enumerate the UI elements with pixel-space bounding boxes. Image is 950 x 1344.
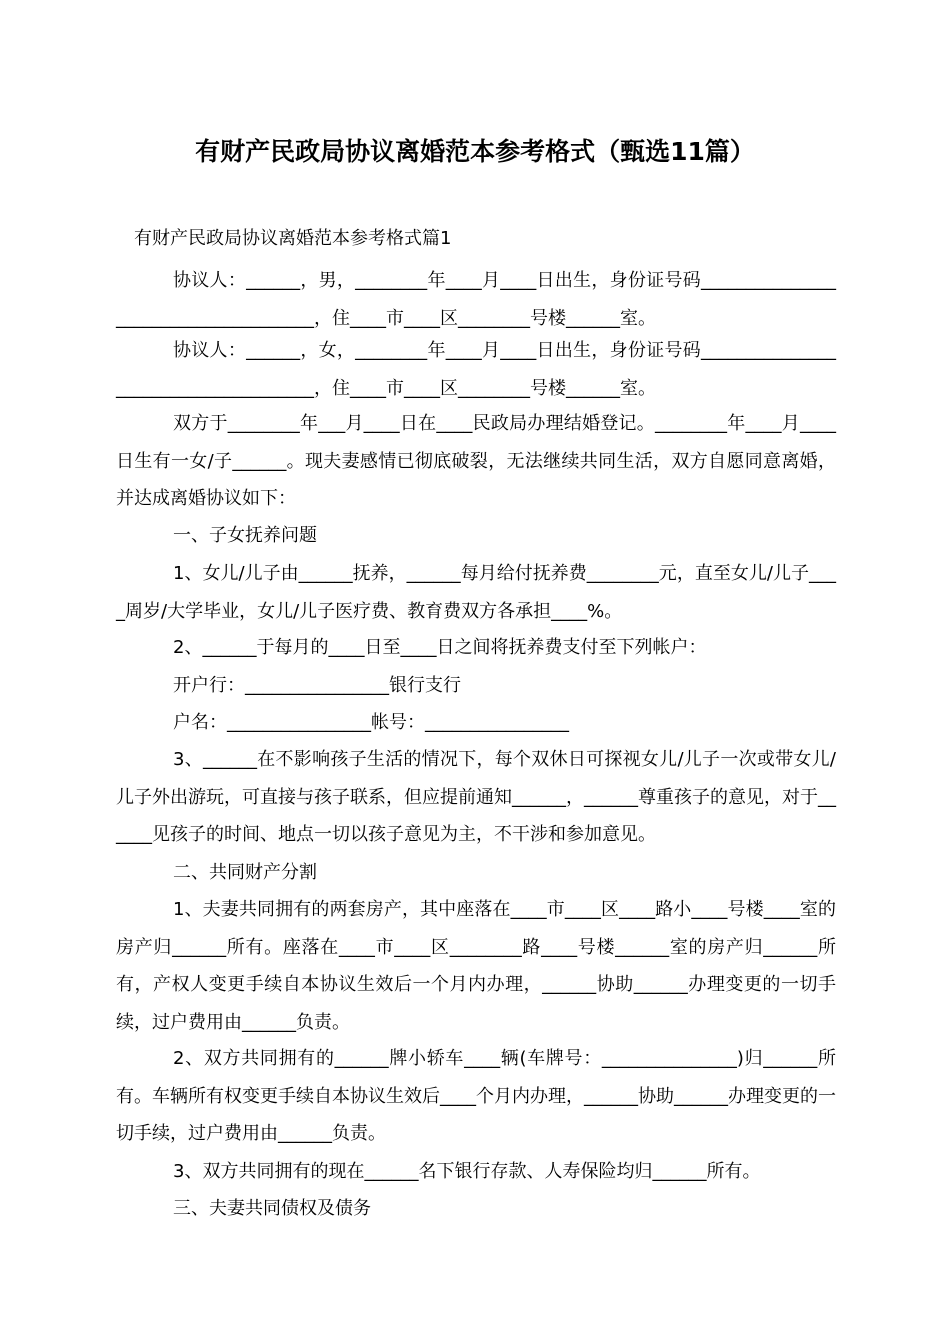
custody-clause-1: 1、女儿/儿子由______抚养，______每月给付抚养费________元，直至女儿/儿子____周岁/大学毕业，女儿/儿子医疗费、教育费双方各承担____%。: [116, 563, 836, 622]
heading-debts: 三、夫妻共同债权及债务: [173, 1198, 371, 1219]
section-subtitle: 有财产民政局协议离婚范本参考格式篇1: [134, 228, 452, 249]
heading-child-custody: 一、子女抚养问题: [173, 525, 317, 546]
custody-clause-2: 2、______于每月的____日至____日之间将抚养费支付至下列帐户：: [173, 637, 707, 658]
party-female-paragraph: 协议人：______，女，________年____月____日出生，身份证号码_____________________________________，住____市____区________号楼______室。: [116, 340, 836, 399]
property-clause-1: 1、夫妻共同拥有的两套房产，其中座落在____市____区____路小____号楼____室的房产归______所有。座落在____市____区________路____号楼______室的房产归______所有，产权人变更手续自本协议生效后一个月内办理，______协助______办理变更的一切手续，过户费用由______负责。: [116, 899, 836, 1033]
property-clause-2: 2、双方共同拥有的______牌小轿车____辆(车牌号：_______________)归______所有。车辆所有权变更手续自本协议生效后____个月内办理，______协助______办理变更的一切手续，过户费用由______负责。: [116, 1048, 836, 1144]
heading-property-division: 二、共同财产分割: [173, 862, 317, 883]
custody-clause-3: 3、______在不影响孩子生活的情况下，每个双休日可探视女儿/儿子一次或带女儿/儿子外出游玩，可直接与孩子联系，但应提前通知______，______尊重孩子的意见，对于______见孩子的时间、地点一切以孩子意见为主，不干涉和参加意见。: [116, 749, 836, 845]
account-line: 户名：________________帐号：________________: [173, 712, 569, 733]
bank-branch-line: 开户行：________________银行支行: [173, 675, 461, 696]
property-clause-3: 3、双方共同拥有的现在______名下银行存款、人寿保险均归______所有。: [173, 1161, 761, 1182]
party-male-paragraph: 协议人：______，男，________年____月____日出生，身份证号码_____________________________________，住____市____区________号楼______室。: [116, 270, 836, 329]
marriage-info-paragraph: 双方于________年___月____日在____民政局办理结婚登记。________年____月____日生有一女/子______。现夫妻感情已彻底破裂，无法继续共同生活，双方自愿同意离婚，并达成离婚协议如下：: [116, 413, 836, 509]
document-title: 有财产民政局协议离婚范本参考格式（甄选11篇）: [195, 137, 755, 166]
